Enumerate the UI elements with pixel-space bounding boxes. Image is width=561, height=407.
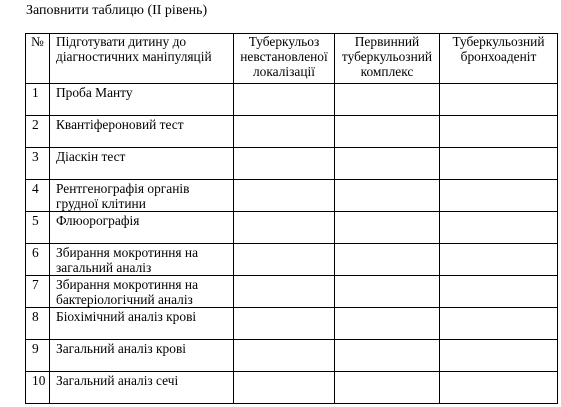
row-task: Збирання мокротиння на бактеріологічний аналіз <box>50 276 234 308</box>
row-number: 4 <box>26 180 50 212</box>
row-task: Діаскін тест <box>50 148 234 180</box>
answer-cell-bronchoadenitis[interactable] <box>440 180 558 212</box>
row-task: Біохімічний аналіз крові <box>50 308 234 340</box>
answer-cell-primary-complex[interactable] <box>335 148 440 180</box>
row-number: 1 <box>26 84 50 116</box>
answer-cell-tb-unspecified[interactable] <box>234 340 335 372</box>
answer-cell-bronchoadenitis[interactable] <box>440 148 558 180</box>
table-row <box>26 276 558 308</box>
table-header-row <box>26 34 558 84</box>
table-row <box>26 372 558 404</box>
answer-cell-tb-unspecified[interactable] <box>234 180 335 212</box>
row-number: 7 <box>26 276 50 308</box>
row-task: Збирання мокротиння на загальний аналіз <box>50 244 234 276</box>
answer-cell-tb-unspecified[interactable] <box>234 372 335 404</box>
row-number: 6 <box>26 244 50 276</box>
table-row <box>26 340 558 372</box>
diagnostics-table <box>25 33 558 404</box>
table-row <box>26 148 558 180</box>
answer-cell-bronchoadenitis[interactable] <box>440 84 558 116</box>
answer-cell-primary-complex[interactable] <box>335 180 440 212</box>
row-task: Рентгенографія органів грудної клітини <box>50 180 234 212</box>
row-task: Проба Манту <box>50 84 234 116</box>
answer-cell-tb-unspecified[interactable] <box>234 276 335 308</box>
row-number: 8 <box>26 308 50 340</box>
answer-cell-bronchoadenitis[interactable] <box>440 340 558 372</box>
answer-cell-primary-complex[interactable] <box>335 340 440 372</box>
row-number: 9 <box>26 340 50 372</box>
row-number: 5 <box>26 212 50 244</box>
answer-cell-primary-complex[interactable] <box>335 372 440 404</box>
page-heading: Заповнити таблицю (ІІ рівень) <box>26 3 208 18</box>
header-number: № <box>26 34 50 84</box>
answer-cell-bronchoadenitis[interactable] <box>440 212 558 244</box>
row-number: 10 <box>26 372 50 404</box>
answer-cell-tb-unspecified[interactable] <box>234 308 335 340</box>
answer-cell-tb-unspecified[interactable] <box>234 212 335 244</box>
table-row <box>26 212 558 244</box>
table-row <box>26 84 558 116</box>
answer-cell-tb-unspecified[interactable] <box>234 148 335 180</box>
table-row <box>26 244 558 276</box>
answer-cell-primary-complex[interactable] <box>335 276 440 308</box>
table-row <box>26 308 558 340</box>
answer-cell-tb-unspecified[interactable] <box>234 244 335 276</box>
row-number: 2 <box>26 116 50 148</box>
table-row <box>26 180 558 212</box>
answer-cell-tb-unspecified[interactable] <box>234 84 335 116</box>
row-task: Загальний аналіз сечі <box>50 372 234 404</box>
answer-cell-primary-complex[interactable] <box>335 308 440 340</box>
answer-cell-primary-complex[interactable] <box>335 84 440 116</box>
header-tb-unspecified: Туберкульоз невстановленої локалізації <box>234 34 335 84</box>
row-task: Загальний аналіз крові <box>50 340 234 372</box>
answer-cell-primary-complex[interactable] <box>335 116 440 148</box>
header-task: Підготувати дитину до діагностичних маніпуляцій <box>50 34 234 84</box>
row-number: 3 <box>26 148 50 180</box>
answer-cell-bronchoadenitis[interactable] <box>440 276 558 308</box>
header-primary-complex: Первинний туберкульозний комплекс <box>335 34 440 84</box>
answer-cell-primary-complex[interactable] <box>335 244 440 276</box>
row-task: Флюорографія <box>50 212 234 244</box>
row-task: Квантіфероновий тест <box>50 116 234 148</box>
answer-cell-bronchoadenitis[interactable] <box>440 372 558 404</box>
answer-cell-primary-complex[interactable] <box>335 212 440 244</box>
answer-cell-bronchoadenitis[interactable] <box>440 308 558 340</box>
header-bronchoadenitis: Туберкульозний бронхоаденіт <box>440 34 558 84</box>
answer-cell-bronchoadenitis[interactable] <box>440 116 558 148</box>
answer-cell-bronchoadenitis[interactable] <box>440 244 558 276</box>
answer-cell-tb-unspecified[interactable] <box>234 116 335 148</box>
table-row <box>26 116 558 148</box>
